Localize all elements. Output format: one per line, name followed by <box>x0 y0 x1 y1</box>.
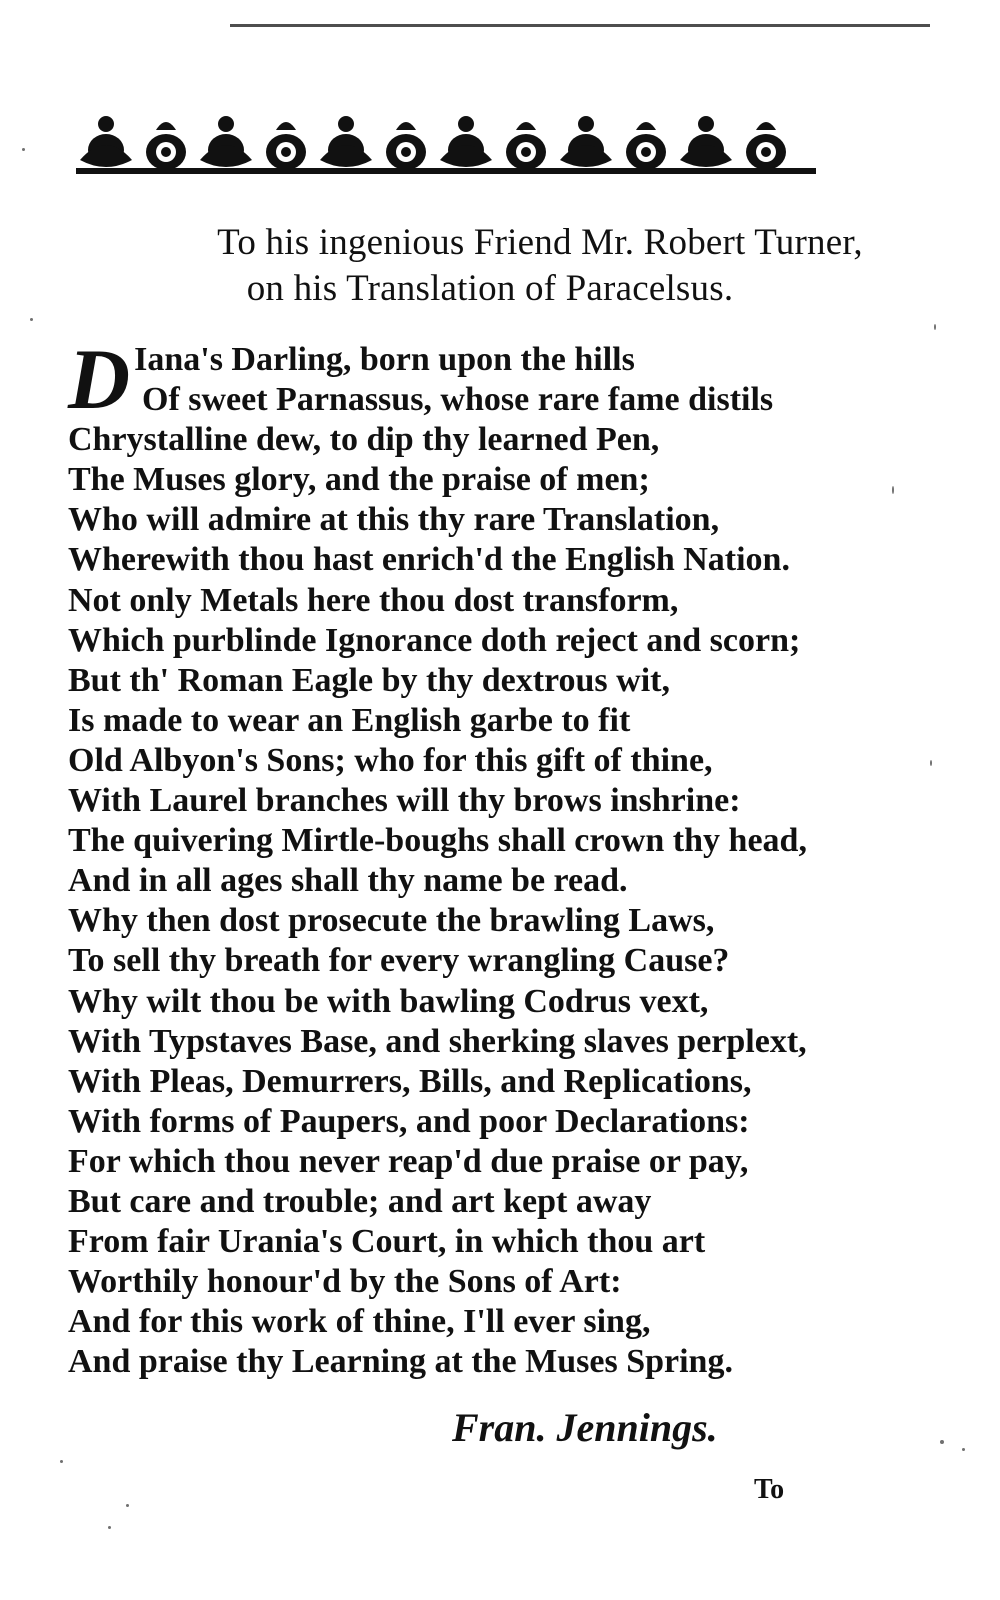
fleuron-10 <box>626 122 666 170</box>
catchword: To <box>754 1474 785 1505</box>
poem-line: Old Albyon's Sons; who for this gift of thine, <box>68 741 713 779</box>
scan-speck <box>60 1460 63 1463</box>
fleuron-4 <box>266 122 306 170</box>
title-line-2: on his Translation of Paracelsus. <box>246 268 734 309</box>
ornament-band <box>76 110 816 180</box>
fleuron-8 <box>506 122 546 170</box>
top-edge-rule <box>230 24 930 27</box>
poem-line: Not only Metals here thou dost transform, <box>68 581 679 619</box>
poem-line: With Typstaves Base, and sherking slaves perplext, <box>68 1022 807 1060</box>
poem-line: Why then dost prosecute the brawling Laws, <box>68 902 715 940</box>
poem-line: To sell thy breath for every wrangling Cause? <box>68 942 730 980</box>
poem-line: Which purblinde Ignorance doth reject and scorn; <box>68 621 801 659</box>
fleuron-9 <box>560 116 612 167</box>
fleuron-2 <box>146 122 186 170</box>
scan-speck <box>30 318 33 321</box>
poem-line: And praise thy Learning at the Muses Spring. <box>68 1343 733 1381</box>
title-line-1: To his ingenious Friend Mr. Robert Turner, <box>217 222 863 263</box>
fleuron-7 <box>440 116 492 167</box>
poem-title <box>0 220 1000 312</box>
poem-line: With forms of Paupers, and poor Declarations: <box>68 1102 750 1140</box>
poem-line: But th' Roman Eagle by thy dextrous wit, <box>68 661 670 699</box>
poem-line: Who will admire at this thy rare Translation, <box>68 501 720 539</box>
author-signature: Fran. Jennings. <box>452 1405 718 1450</box>
poem-line-1-text: Iana's Darling, born upon the hills <box>134 341 635 378</box>
poem-line: The quivering Mirtle-boughs shall crown thy head, <box>68 822 807 860</box>
scan-speck <box>108 1526 111 1529</box>
drop-cap: D <box>68 331 131 427</box>
scan-speck <box>126 1504 129 1507</box>
poem-line: Wherewith thou hast enrich'd the English Nation. <box>68 541 790 579</box>
poem-line: And for this work of thine, I'll ever sing, <box>68 1303 651 1341</box>
scan-speck <box>934 324 936 330</box>
fleuron-6 <box>386 122 426 170</box>
poem-line: Of sweet Parnassus, whose rare fame distils <box>142 381 774 419</box>
poem-body <box>68 331 828 1382</box>
poem-line: Chrystalline dew, to dip thy learned Pen, <box>68 421 660 459</box>
poem-line: And in all ages shall thy name be read. <box>68 862 628 900</box>
poem-line: For which thou never reap'd due praise or pay, <box>68 1142 749 1180</box>
fleuron-1 <box>80 116 132 167</box>
fleuron-3 <box>200 116 252 167</box>
scan-speck <box>930 760 932 766</box>
poem-line: The Muses glory, and the praise of men; <box>68 461 650 499</box>
poem-line: With Pleas, Demurrers, Bills, and Replications, <box>68 1062 752 1100</box>
poem-line: From fair Urania's Court, in which thou art <box>68 1223 706 1261</box>
poem-line: Why wilt thou be with bawling Codrus vext, <box>68 982 709 1020</box>
scan-speck <box>940 1440 944 1444</box>
poem-line: Worthily honour'd by the Sons of Art: <box>68 1263 622 1301</box>
fleuron-5 <box>320 116 372 167</box>
fleuron-12 <box>746 122 786 170</box>
scan-speck <box>892 486 894 494</box>
fleuron-11 <box>680 116 732 167</box>
poem-line: But care and trouble; and art kept away <box>68 1182 652 1220</box>
poem-line: With Laurel branches will thy brows inshrine: <box>68 782 741 820</box>
scan-speck <box>22 148 25 151</box>
poem-line: Is made to wear an English garbe to fit <box>68 701 631 739</box>
scan-speck <box>962 1448 965 1451</box>
